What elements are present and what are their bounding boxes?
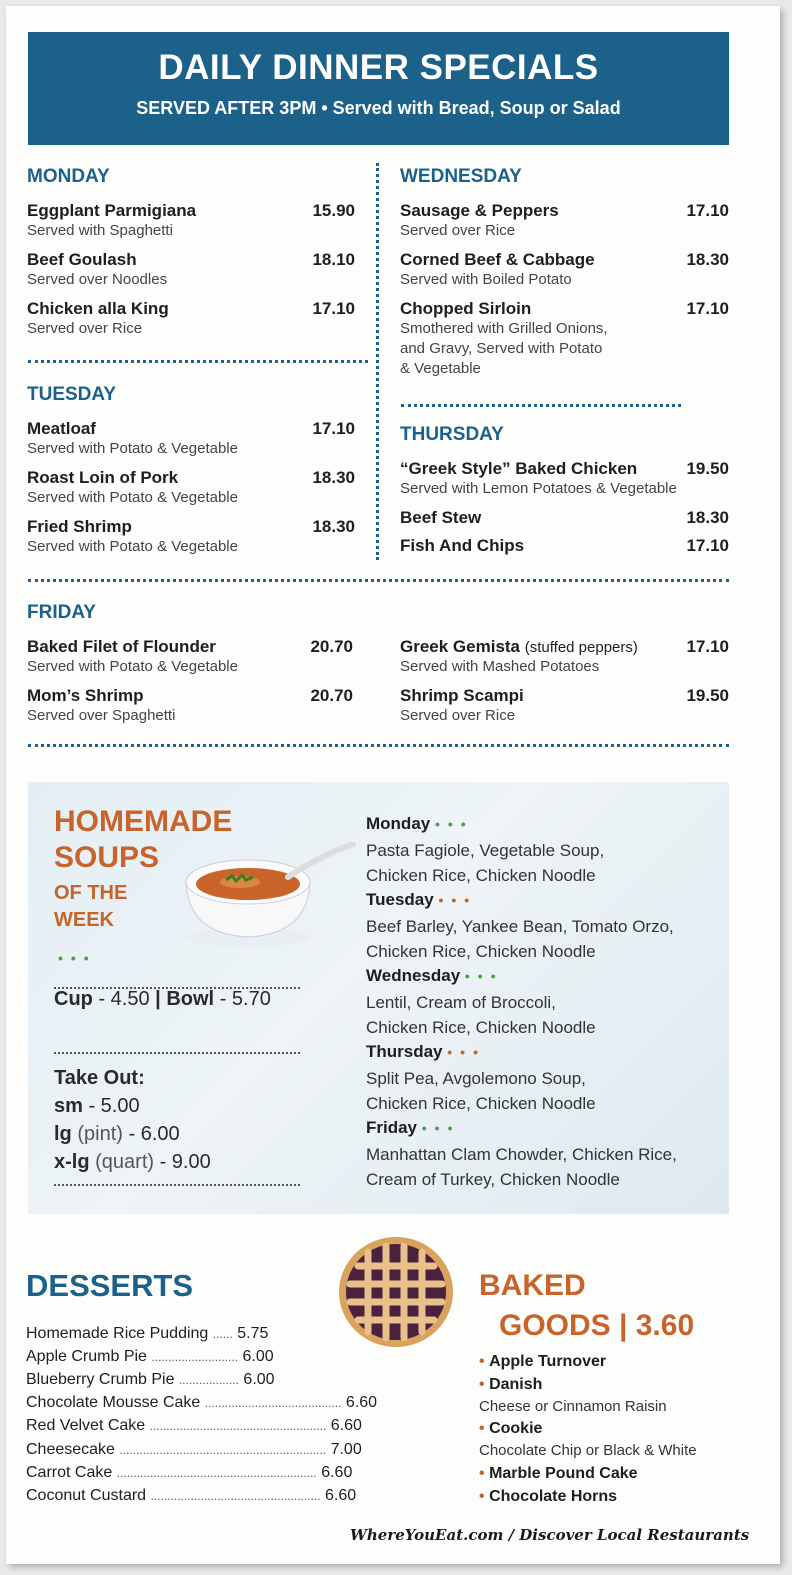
soup-day-friday — [366, 1118, 460, 1138]
dot-leader: ...... — [212, 1327, 233, 1341]
lg-label: lg — [54, 1123, 72, 1145]
item-price: 20.70 — [310, 686, 353, 705]
dot-leader: ................................................... — [150, 1489, 321, 1503]
decorative-dots: ••• — [58, 950, 97, 966]
item-price: 20.70 — [310, 637, 353, 656]
soup-day-monday — [366, 814, 474, 834]
soup-list-line: Pasta Fagiole, Vegetable Soup, — [366, 841, 605, 860]
list-item — [479, 1420, 542, 1438]
list-item — [400, 201, 559, 241]
baked-item-name: Apple Turnover — [489, 1353, 607, 1370]
item-price: 17.10 — [686, 299, 729, 318]
soups-subtitle-line: OF THE — [54, 882, 128, 904]
day-heading-tuesday: TUESDAY — [27, 384, 117, 405]
list-item — [479, 1488, 617, 1506]
item-name: Baked Filet of Flounder — [27, 637, 216, 656]
list-item — [400, 299, 608, 379]
divider — [54, 1184, 300, 1186]
item-price: 18.30 — [312, 468, 355, 487]
soup-list-line: Chicken Rice, Chicken Noodle — [366, 942, 596, 961]
dessert-row — [26, 1441, 362, 1459]
cup-label: Cup — [54, 988, 93, 1010]
item-desc: Served with Mashed Potatoes — [400, 658, 600, 675]
soup-list — [366, 990, 726, 1040]
dot-leader: .......................... — [151, 1350, 239, 1364]
dessert-price: 6.60 — [345, 1394, 378, 1411]
item-note: (stuffed peppers) — [524, 639, 638, 656]
dessert-row — [26, 1394, 377, 1412]
item-desc: Served with Potato & Vegetable — [27, 658, 238, 675]
dot-leader: .................. — [178, 1373, 239, 1387]
item-price: 17.10 — [312, 419, 355, 438]
soup-day-wednesday — [366, 966, 504, 986]
soup-list-line: Cream of Turkey, Chicken Noodle — [366, 1170, 620, 1189]
soup-list-line: Split Pea, Avgolemono Soup, — [366, 1069, 586, 1088]
desserts-title: DESSERTS — [26, 1268, 194, 1303]
day-heading-wednesday: WEDNESDAY — [400, 166, 522, 187]
item-price: 17.10 — [686, 201, 729, 220]
list-item — [27, 637, 238, 677]
bowl-price: - 5.70 — [219, 988, 271, 1010]
item-desc: Served over Rice — [27, 320, 143, 337]
divider — [28, 744, 729, 747]
list-item — [27, 517, 238, 557]
item-price: 17.10 — [312, 299, 355, 318]
baked-item-desc: Chocolate Chip or Black & White — [479, 1442, 697, 1459]
dessert-name: Red Velvet Cake — [26, 1417, 146, 1434]
list-item — [479, 1376, 542, 1394]
dessert-price: 5.75 — [237, 1325, 269, 1342]
dessert-price: 6.60 — [325, 1487, 357, 1504]
item-name: Sausage & Peppers — [400, 201, 559, 220]
bullet-icon: • — [479, 1353, 485, 1370]
item-desc: Served with Boiled Potato — [400, 271, 572, 288]
soup-price-line — [54, 988, 271, 1011]
baked-item-name: Cookie — [489, 1420, 543, 1437]
dessert-row — [26, 1417, 362, 1435]
divider — [28, 579, 729, 582]
soups-subtitle — [54, 880, 127, 934]
item-price: 17.10 — [686, 536, 729, 555]
sm-price: - 5.00 — [88, 1095, 140, 1117]
item-name: Chopped Sirloin — [400, 299, 532, 318]
item-name: Meatloaf — [27, 419, 96, 438]
item-price: 18.30 — [686, 250, 729, 269]
header-banner — [28, 32, 729, 145]
dessert-name: Cheesecake — [26, 1441, 115, 1458]
item-desc: Served over Rice — [400, 222, 516, 239]
bullet-icon: • — [479, 1376, 485, 1393]
soup-list-line: Beef Barley, Yankee Bean, Tomato Orzo, — [366, 917, 674, 936]
soup-day-thursday — [366, 1042, 486, 1062]
item-price: 15.90 — [312, 201, 355, 220]
item-desc: & Vegetable — [400, 360, 481, 377]
decorative-dots: ••• — [464, 968, 504, 984]
item-name: Shrimp Scampi — [400, 686, 524, 705]
item-name-text: Greek Gemista — [400, 637, 521, 656]
soups-title-line: HOMEMADE — [54, 805, 233, 838]
item-price: 18.30 — [686, 508, 729, 527]
dessert-row — [26, 1487, 356, 1505]
item-name: Mom’s Shrimp — [27, 686, 144, 705]
list-item — [479, 1353, 606, 1371]
list-item — [27, 250, 167, 290]
dessert-price: 6.00 — [242, 1348, 274, 1365]
soup-list-line: Chicken Rice, Chicken Noodle — [366, 1094, 596, 1113]
item-name: Eggplant Parmigiana — [27, 201, 197, 220]
item-desc: Served with Potato & Vegetable — [27, 440, 238, 457]
xlg-label: x-lg — [54, 1151, 90, 1173]
column-divider — [376, 163, 379, 560]
divider — [401, 404, 681, 407]
list-item — [400, 686, 524, 726]
item-price: 18.10 — [312, 250, 355, 269]
dot-leader: ..................................................... — [149, 1419, 327, 1433]
list-item — [27, 299, 169, 339]
item-desc: Served with Spaghetti — [27, 222, 173, 239]
list-item — [400, 459, 677, 499]
item-desc: Served over Rice — [400, 707, 516, 724]
item-desc: and Gravy, Served with Potato — [400, 340, 603, 357]
soup-day-label: Tuesday — [366, 890, 434, 909]
dot-leader: .............................................................. — [119, 1443, 327, 1457]
item-desc: Smothered with Grilled Onions, — [400, 320, 608, 337]
decorative-dots: ••• — [421, 1120, 461, 1136]
pie-icon — [336, 1234, 456, 1350]
dot-leader: ......................................... — [204, 1396, 342, 1410]
day-heading-friday: FRIDAY — [27, 602, 96, 623]
item-name: Corned Beef & Cabbage — [400, 250, 595, 269]
dot-leader: ............................................................ — [116, 1466, 317, 1480]
decorative-dots: ••• — [434, 816, 474, 832]
list-item — [27, 468, 238, 508]
soup-list-line: Chicken Rice, Chicken Noodle — [366, 1018, 596, 1037]
list-item — [479, 1465, 638, 1483]
dessert-row — [26, 1348, 274, 1366]
soup-list — [366, 1142, 726, 1192]
page-title: DAILY DINNER SPECIALS — [158, 48, 599, 87]
baked-goods-title: BAKED — [479, 1269, 586, 1302]
item-desc: Served over Noodles — [27, 271, 168, 288]
list-item — [400, 637, 638, 677]
soup-day-label: Friday — [366, 1118, 418, 1137]
xlg-note: (quart) — [95, 1151, 155, 1173]
item-desc: Served with Lemon Potatoes & Vegetable — [400, 480, 677, 497]
lg-note: (pint) — [77, 1123, 123, 1145]
dessert-price: 6.00 — [243, 1371, 275, 1388]
soups-title-line: SOUPS — [54, 841, 160, 874]
dessert-name: Coconut Custard — [26, 1487, 147, 1504]
list-item — [400, 508, 481, 528]
list-item — [27, 201, 196, 241]
price-separator: | — [155, 988, 161, 1010]
footer-credit[interactable]: WhereYouEat.com / Discover Local Restaurants — [350, 1526, 750, 1544]
list-item — [400, 536, 524, 556]
soup-day-label: Monday — [366, 814, 431, 833]
list-item — [27, 419, 238, 459]
item-price: 19.50 — [686, 686, 729, 705]
dessert-name: Carrot Cake — [26, 1464, 113, 1481]
soup-list — [366, 1066, 726, 1116]
dessert-name: Apple Crumb Pie — [26, 1348, 147, 1365]
soup-list-line: Chicken Rice, Chicken Noodle — [366, 866, 596, 885]
item-price: 19.50 — [686, 459, 729, 478]
item-desc: Served with Potato & Vegetable — [27, 489, 238, 506]
baked-item-name: Danish — [489, 1376, 543, 1393]
decorative-dots: ••• — [447, 1044, 486, 1060]
page-subtitle: SERVED AFTER 3PM • Served with Bread, Soup or Salad — [136, 98, 621, 118]
soup-list-line: Lentil, Cream of Broccoli, — [366, 993, 556, 1012]
soup-list — [366, 838, 726, 888]
item-name: Beef Goulash — [27, 250, 137, 269]
item-name — [400, 637, 638, 657]
dessert-name: Homemade Rice Pudding — [26, 1325, 209, 1342]
baked-goods-title: GOODS | 3.60 — [499, 1309, 695, 1342]
soups-subtitle-line: WEEK — [54, 909, 114, 931]
baked-item-desc: Cheese or Cinnamon Raisin — [479, 1398, 667, 1415]
dessert-price: 7.00 — [330, 1441, 362, 1458]
item-name: “Greek Style” Baked Chicken — [400, 459, 638, 478]
menu-page — [6, 6, 780, 1564]
item-name: Fried Shrimp — [27, 517, 132, 536]
bullet-icon: • — [479, 1465, 485, 1482]
decorative-dots: ••• — [438, 892, 478, 908]
item-price: 18.30 — [312, 517, 355, 536]
divider — [54, 1052, 300, 1054]
soup-list-line: Manhattan Clam Chowder, Chicken Rice, — [366, 1145, 677, 1164]
bullet-icon: • — [479, 1420, 485, 1437]
item-name: Fish And Chips — [400, 536, 525, 555]
dessert-row — [26, 1371, 275, 1389]
item-name: Beef Stew — [400, 508, 482, 527]
soup-list — [366, 914, 726, 964]
dessert-name: Chocolate Mousse Cake — [26, 1394, 201, 1411]
dessert-price: 6.60 — [321, 1464, 353, 1481]
dessert-row — [26, 1325, 268, 1343]
soup-day-label: Thursday — [366, 1042, 443, 1061]
item-name: Chicken alla King — [27, 299, 169, 318]
soup-bowl-icon — [178, 842, 358, 952]
dessert-name: Blueberry Crumb Pie — [26, 1371, 175, 1388]
day-heading-thursday: THURSDAY — [400, 424, 504, 445]
dessert-price: 6.60 — [330, 1417, 362, 1434]
bullet-icon: • — [479, 1488, 485, 1505]
list-item — [27, 686, 175, 726]
item-desc: Served over Spaghetti — [27, 707, 176, 724]
bowl-label: Bowl — [166, 988, 215, 1010]
xlg-price: - 9.00 — [159, 1151, 211, 1173]
divider — [28, 360, 368, 363]
takeout-label: Take Out: — [54, 1067, 145, 1089]
baked-item-name: Chocolate Horns — [489, 1488, 618, 1505]
takeout-section — [54, 1064, 211, 1176]
item-name: Roast Loin of Pork — [27, 468, 179, 487]
list-item — [400, 250, 595, 290]
soups-panel — [28, 782, 729, 1214]
item-desc: Served with Potato & Vegetable — [27, 538, 238, 555]
cup-price: - 4.50 — [98, 988, 150, 1010]
item-price: 17.10 — [686, 637, 729, 656]
soup-day-label: Wednesday — [366, 966, 461, 985]
sm-label: sm — [54, 1095, 83, 1117]
lg-price: - 6.00 — [128, 1123, 180, 1145]
dessert-row — [26, 1464, 352, 1482]
day-heading-monday: MONDAY — [27, 166, 110, 187]
baked-item-name: Marble Pound Cake — [489, 1465, 638, 1482]
soup-day-tuesday — [366, 890, 477, 910]
